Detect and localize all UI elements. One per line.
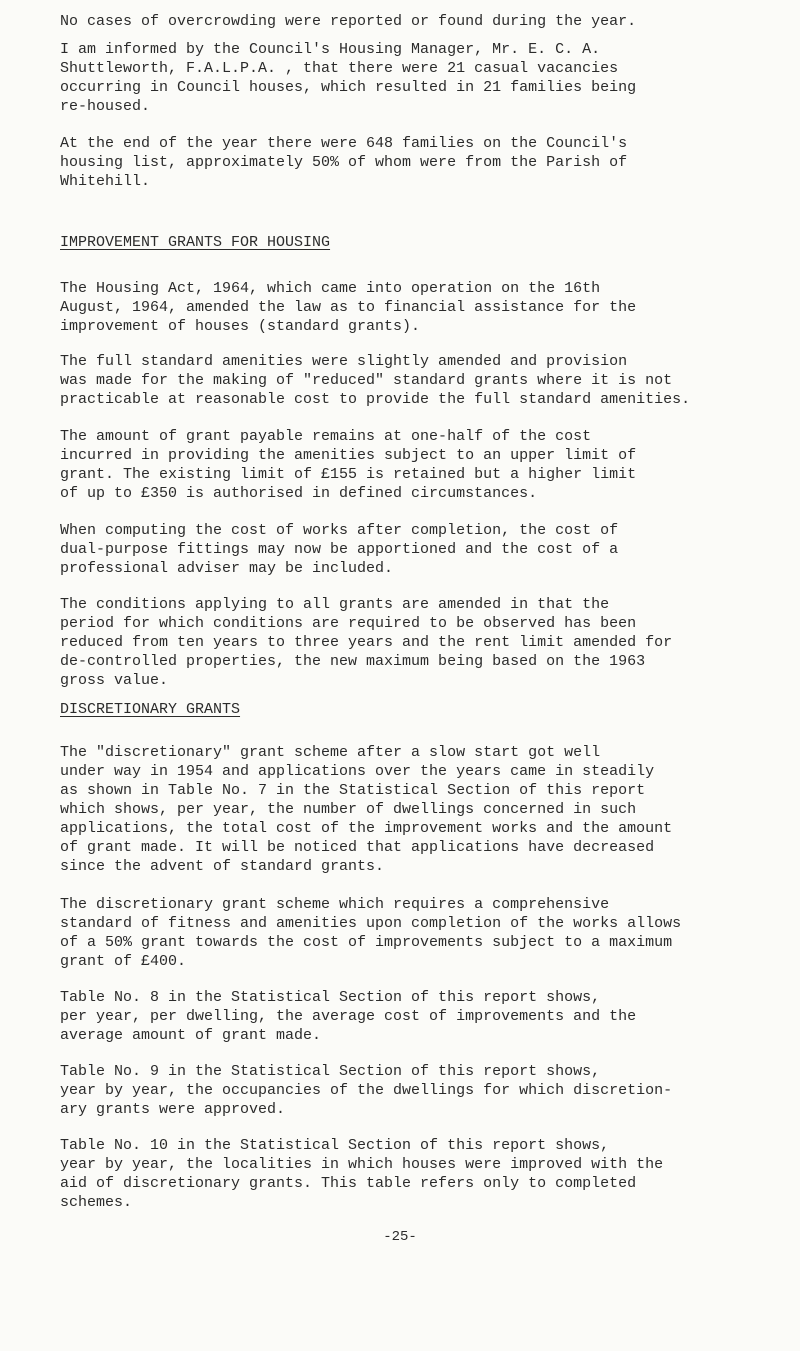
page-number: -25-	[383, 1229, 417, 1245]
paragraph-computing-cost: When computing the cost of works after completion, the cost of dual-purpose fittings may now be apportioned and the cost of a professional adviser may be included.	[60, 522, 619, 577]
paragraph-housing-list: At the end of the year there were 648 families on the Council's housing list, approximately 50% of whom were from the Parish of Whitehill.	[60, 135, 628, 190]
paragraph-table-8: Table No. 8 in the Statistical Section of this report shows, per year, per dwelling, the average cost of improvements and the average amount of grant made.	[60, 989, 637, 1044]
paragraph-grant-amount: The amount of grant payable remains at one-half of the cost incurred in providing the amenities subject to an upper limit of grant. The existing limit of £155 is retained but a higher limit of up to £350 is authorised in defined circumstances.	[60, 428, 637, 502]
paragraph-overcrowding: No cases of overcrowding were reported or found during the year.	[60, 13, 637, 30]
heading-discretionary-grants: DISCRETIONARY GRANTS	[60, 701, 241, 718]
paragraph-table-9: Table No. 9 in the Statistical Section of this report shows, year by year, the occupancies of the dwellings for which discretion- ary grants were approved.	[60, 1063, 673, 1118]
paragraph-discretionary-scheme: The "discretionary" grant scheme after a slow start got well under way in 1954 and applications over the years came in steadily as shown in Table No. 7 in the Statistical Section of this report which shows, per year, the number of dwellings concerned in such applications, the total cost of the improvement works and the amount of grant made. It will be noticed that applications have decreased since the advent of standard grants.	[60, 744, 673, 875]
paragraph-table-10: Table No. 10 in the Statistical Section of this report shows, year by year, the localities in which houses were improved with the aid of discretionary grants. This table refers only to completed schemes.	[60, 1137, 664, 1211]
paragraph-standard-amenities: The full standard amenities were slightly amended and provision was made for the making of "reduced" standard grants where it is not practicable at reasonable cost to provide the full standard amenities.	[60, 353, 691, 408]
paragraph-housing-act: The Housing Act, 1964, which came into operation on the 16th August, 1964, amended the law as to financial assistance for the improvement of houses (standard grants).	[60, 280, 637, 335]
paragraph-conditions: The conditions applying to all grants are amended in that the period for which conditions are required to be observed has been reduced from ten years to three years and the rent limit amended for de-controlled properties, the new maximum being based on the 1963 gross value.	[60, 596, 673, 689]
heading-improvement-grants: IMPROVEMENT GRANTS FOR HOUSING	[60, 234, 331, 251]
paragraph-casual-vacancies: I am informed by the Council's Housing Manager, Mr. E. C. A. Shuttleworth, F.A.L.P.A. , that there were 21 casual vacancies occurring in Council houses, which resulted in 21 families being re-housed.	[60, 41, 637, 115]
paragraph-comprehensive-standard: The discretionary grant scheme which requires a comprehensive standard of fitness and amenities upon completion of the works allows of a 50% grant towards the cost of improvements subject to a maximum grant of £400.	[60, 896, 682, 970]
